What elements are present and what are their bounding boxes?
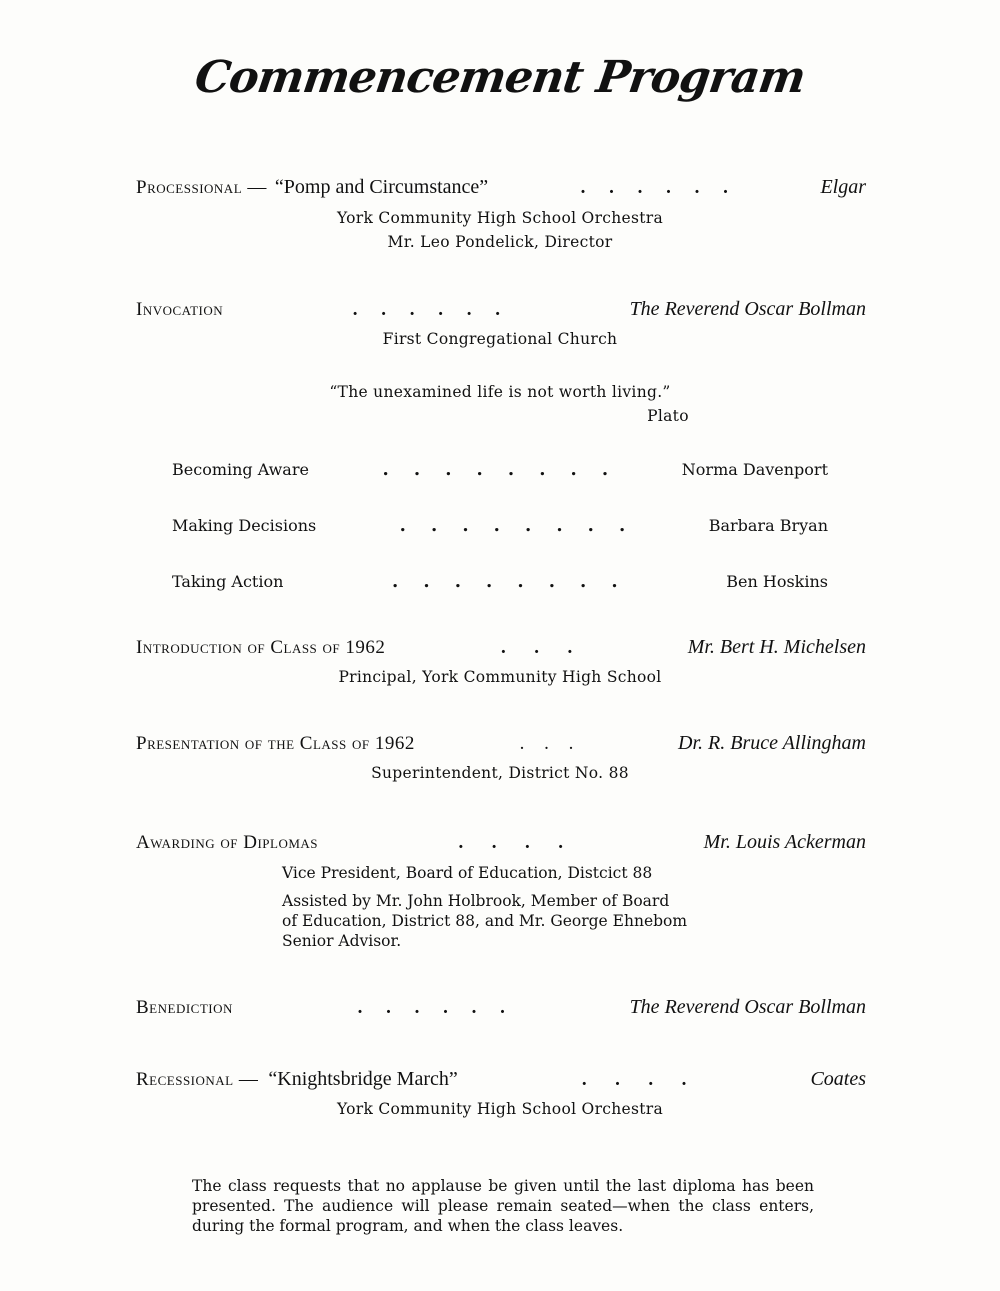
leader-dots (223, 299, 629, 321)
recessional-label: Recessional — (136, 1069, 259, 1090)
diplomas-role: Vice President, Board of Education, Distcict 88 (282, 864, 653, 882)
leader-dots (385, 637, 687, 659)
speech-topic: Taking Action (172, 572, 284, 591)
page-title: Commencement Program (191, 52, 809, 103)
benediction-label: Benediction (136, 997, 233, 1018)
audience-note: The class requests that no applause be given until the last diploma has been presented. The audience will please remain seated—when the class enters, during the formal program, and when the class leaves. (192, 1177, 814, 1235)
diplomas-assist-line: Assisted by Mr. John Holbrook, Member of Board (282, 892, 670, 910)
processional-line (136, 176, 866, 206)
recessional-line (136, 1068, 866, 1098)
benediction-line (136, 996, 866, 1026)
speech-speaker: Barbara Bryan (708, 516, 828, 535)
leader-dots (318, 832, 704, 854)
diplomas-line (136, 831, 866, 861)
invocation-speaker: The Reverend Oscar Bollman (629, 298, 866, 320)
introduction-line (136, 636, 866, 666)
diplomas-label: Awarding of Diplomas (136, 832, 319, 853)
benediction-speaker: The Reverend Oscar Bollman (629, 996, 866, 1018)
speech-row (172, 571, 828, 597)
leader-dots (488, 177, 820, 199)
introduction-role: Principal, York Community High School (338, 668, 662, 686)
introduction-speaker: Mr. Bert H. Michelsen (687, 636, 866, 658)
recessional-composer: Coates (810, 1068, 866, 1090)
speech-speaker: Norma Davenport (681, 460, 828, 479)
invocation-label: Invocation (136, 299, 224, 320)
speech-row (172, 515, 828, 541)
diplomas-speaker: Mr. Louis Ackerman (703, 831, 866, 853)
processional-label: Processional — (136, 177, 267, 198)
speech-speaker: Ben Hoskins (726, 572, 828, 591)
leader-dots (316, 515, 708, 536)
diplomas-assist-line: of Education, District 88, and Mr. George Ehnebom (282, 912, 688, 930)
recessional-performer: York Community High School Orchestra (336, 1100, 664, 1118)
quote-author: Plato (647, 407, 689, 425)
leader-dots (283, 571, 726, 592)
speech-row (172, 459, 828, 485)
leader-dots (458, 1069, 811, 1091)
presentation-label: Presentation of the Class of 1962 (136, 733, 415, 754)
processional-director: Mr. Leo Pondelick, Director (387, 233, 613, 251)
introduction-label: Introduction of Class of 1962 (136, 637, 386, 658)
leader-dots (309, 459, 682, 480)
speech-topic: Making Decisions (172, 516, 317, 535)
recessional-piece: “Knightsbridge March” (268, 1068, 458, 1090)
leader-dots (233, 997, 630, 1019)
processional-performer: York Community High School Orchestra (336, 209, 664, 227)
speech-topic: Becoming Aware (172, 460, 309, 479)
processional-composer: Elgar (820, 176, 866, 198)
quote-text: “The unexamined life is not worth living.” (329, 383, 671, 401)
invocation-line (136, 298, 866, 328)
presentation-line (136, 732, 866, 762)
diplomas-assist-line: Senior Advisor. (282, 932, 402, 950)
presentation-role: Superintendent, District No. 88 (371, 764, 629, 782)
leader-dots (415, 738, 678, 754)
processional-piece: “Pomp and Circumstance” (274, 176, 489, 198)
invocation-affiliation: First Congregational Church (382, 330, 618, 348)
presentation-speaker: Dr. R. Bruce Allingham (678, 732, 866, 754)
